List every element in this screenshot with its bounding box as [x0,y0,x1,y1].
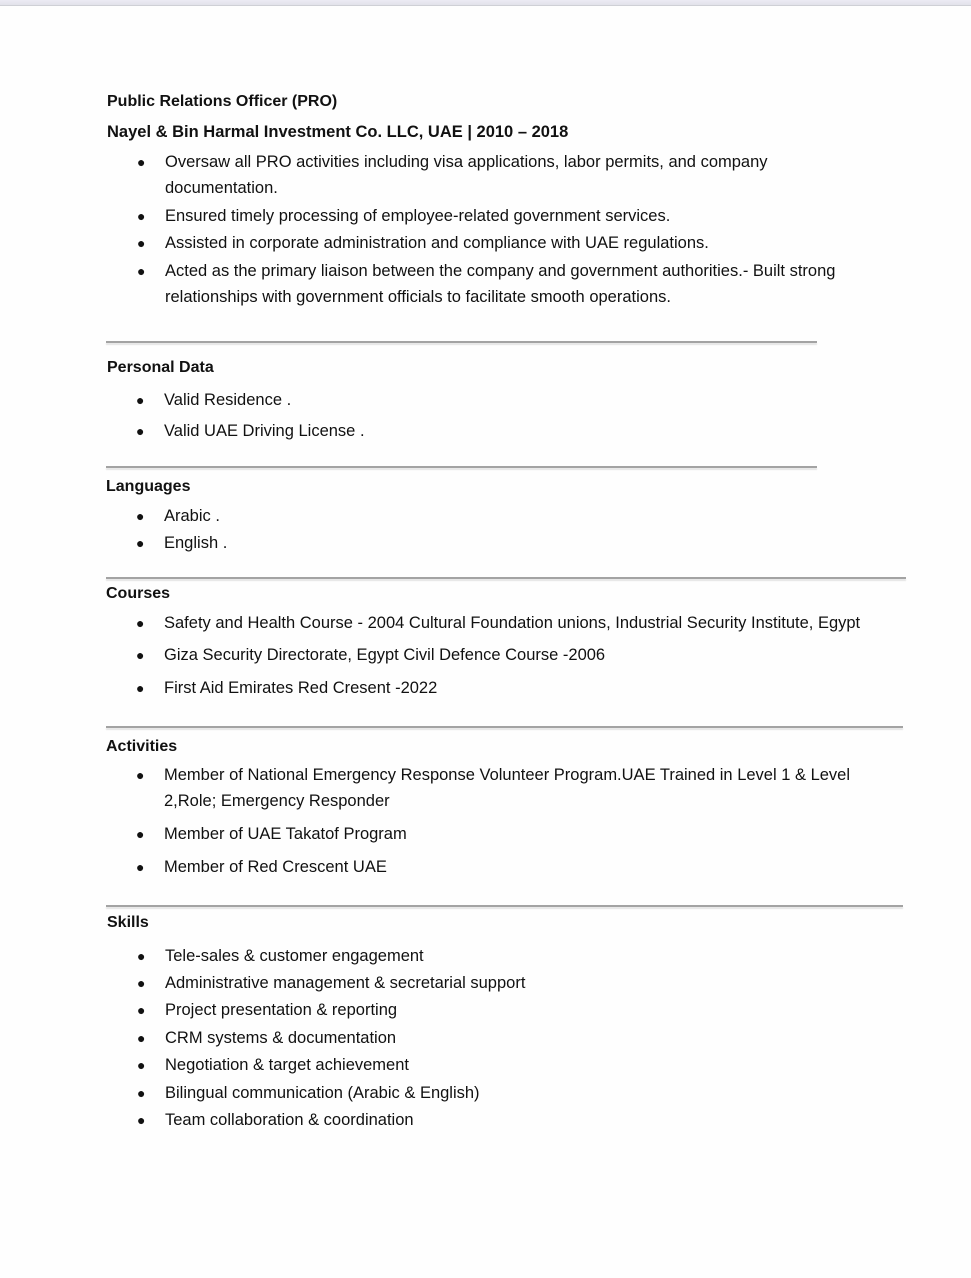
section-heading-languages: Languages [106,478,191,495]
skill-item: ● CRM systems & documentation [165,1025,396,1051]
bullet-icon: ● [137,1057,146,1073]
bullet-icon: ● [137,975,146,991]
activity-item: ● Member of Red Crescent UAE [164,854,387,880]
bullet-icon: ● [136,423,145,439]
language-item: ● Arabic . [164,503,220,529]
section-divider [106,341,817,343]
skill-item: ● Negotiation & target achievement [165,1052,409,1078]
section-divider [106,726,903,728]
bullet-icon: ● [136,680,145,696]
bullet-icon: ● [136,647,145,663]
bullet-icon: ● [137,1002,146,1018]
bullet-icon: ● [136,392,145,408]
bullet-icon: ● [136,508,145,524]
bullet-icon: ● [137,948,146,964]
section-divider [106,466,817,468]
viewer-top-bar [0,0,971,6]
skill-item: ● Project presentation & reporting [165,997,397,1023]
bullet-icon: ● [137,154,146,170]
bullet-icon: ● [136,535,145,551]
section-heading-activities: Activities [106,738,178,755]
job-bullet: ● Oversaw all PRO activities including visa applications, labor permits, and company documentation. [165,149,768,201]
bullet-icon: ● [137,1085,146,1101]
job-bullet: ● Acted as the primary liaison between the company and government authorities.- Built strong relationships with government officials to facilitate smooth operations. [165,258,835,310]
activity-item: ● Member of UAE Takatof Program [164,821,407,847]
bullet-icon: ● [136,859,145,875]
bullet-icon: ● [137,208,146,224]
skill-item: ● Team collaboration & coordination [165,1107,414,1133]
bullet-icon: ● [136,826,145,842]
section-heading-skills: Skills [107,914,149,931]
personal-data-item: ● Valid UAE Driving License . [164,418,365,444]
personal-data-item: ● Valid Residence . [164,387,291,413]
bullet-icon: ● [136,615,145,631]
bullet-icon: ● [137,1112,146,1128]
job-company-line: Nayel & Bin Harmal Investment Co. LLC, UAE | 2010 – 2018 [107,123,569,141]
section-heading-courses: Courses [106,585,171,602]
skill-item: ● Tele-sales & customer engagement [165,943,424,969]
skill-item: ● Administrative management & secretarial support [165,970,525,996]
language-item: ● English . [164,530,227,556]
section-divider [106,905,903,907]
section-heading-personal-data: Personal Data [107,359,214,376]
course-item: ● First Aid Emirates Red Cresent -2022 [164,675,437,701]
course-item: ● Giza Security Directorate, Egypt Civil Defence Course -2006 [164,642,605,668]
activity-item: ● Member of National Emergency Response Volunteer Program.UAE Trained in Level 1 & Level 2,Role; Emergency Responder [164,762,850,814]
bullet-icon: ● [137,263,146,279]
job-bullet: ● Ensured timely processing of employee-related government services. [165,203,670,229]
bullet-icon: ● [136,767,145,783]
skill-item: ● Bilingual communication (Arabic & English) [165,1080,480,1106]
job-bullet: ● Assisted in corporate administration and compliance with UAE regulations. [165,230,709,256]
bullet-icon: ● [137,1030,146,1046]
section-divider [106,577,906,579]
job-title: Public Relations Officer (PRO) [107,93,338,110]
course-item: ● Safety and Health Course - 2004 Cultural Foundation unions, Industrial Security Institute, Egypt [164,610,860,636]
bullet-icon: ● [137,235,146,251]
